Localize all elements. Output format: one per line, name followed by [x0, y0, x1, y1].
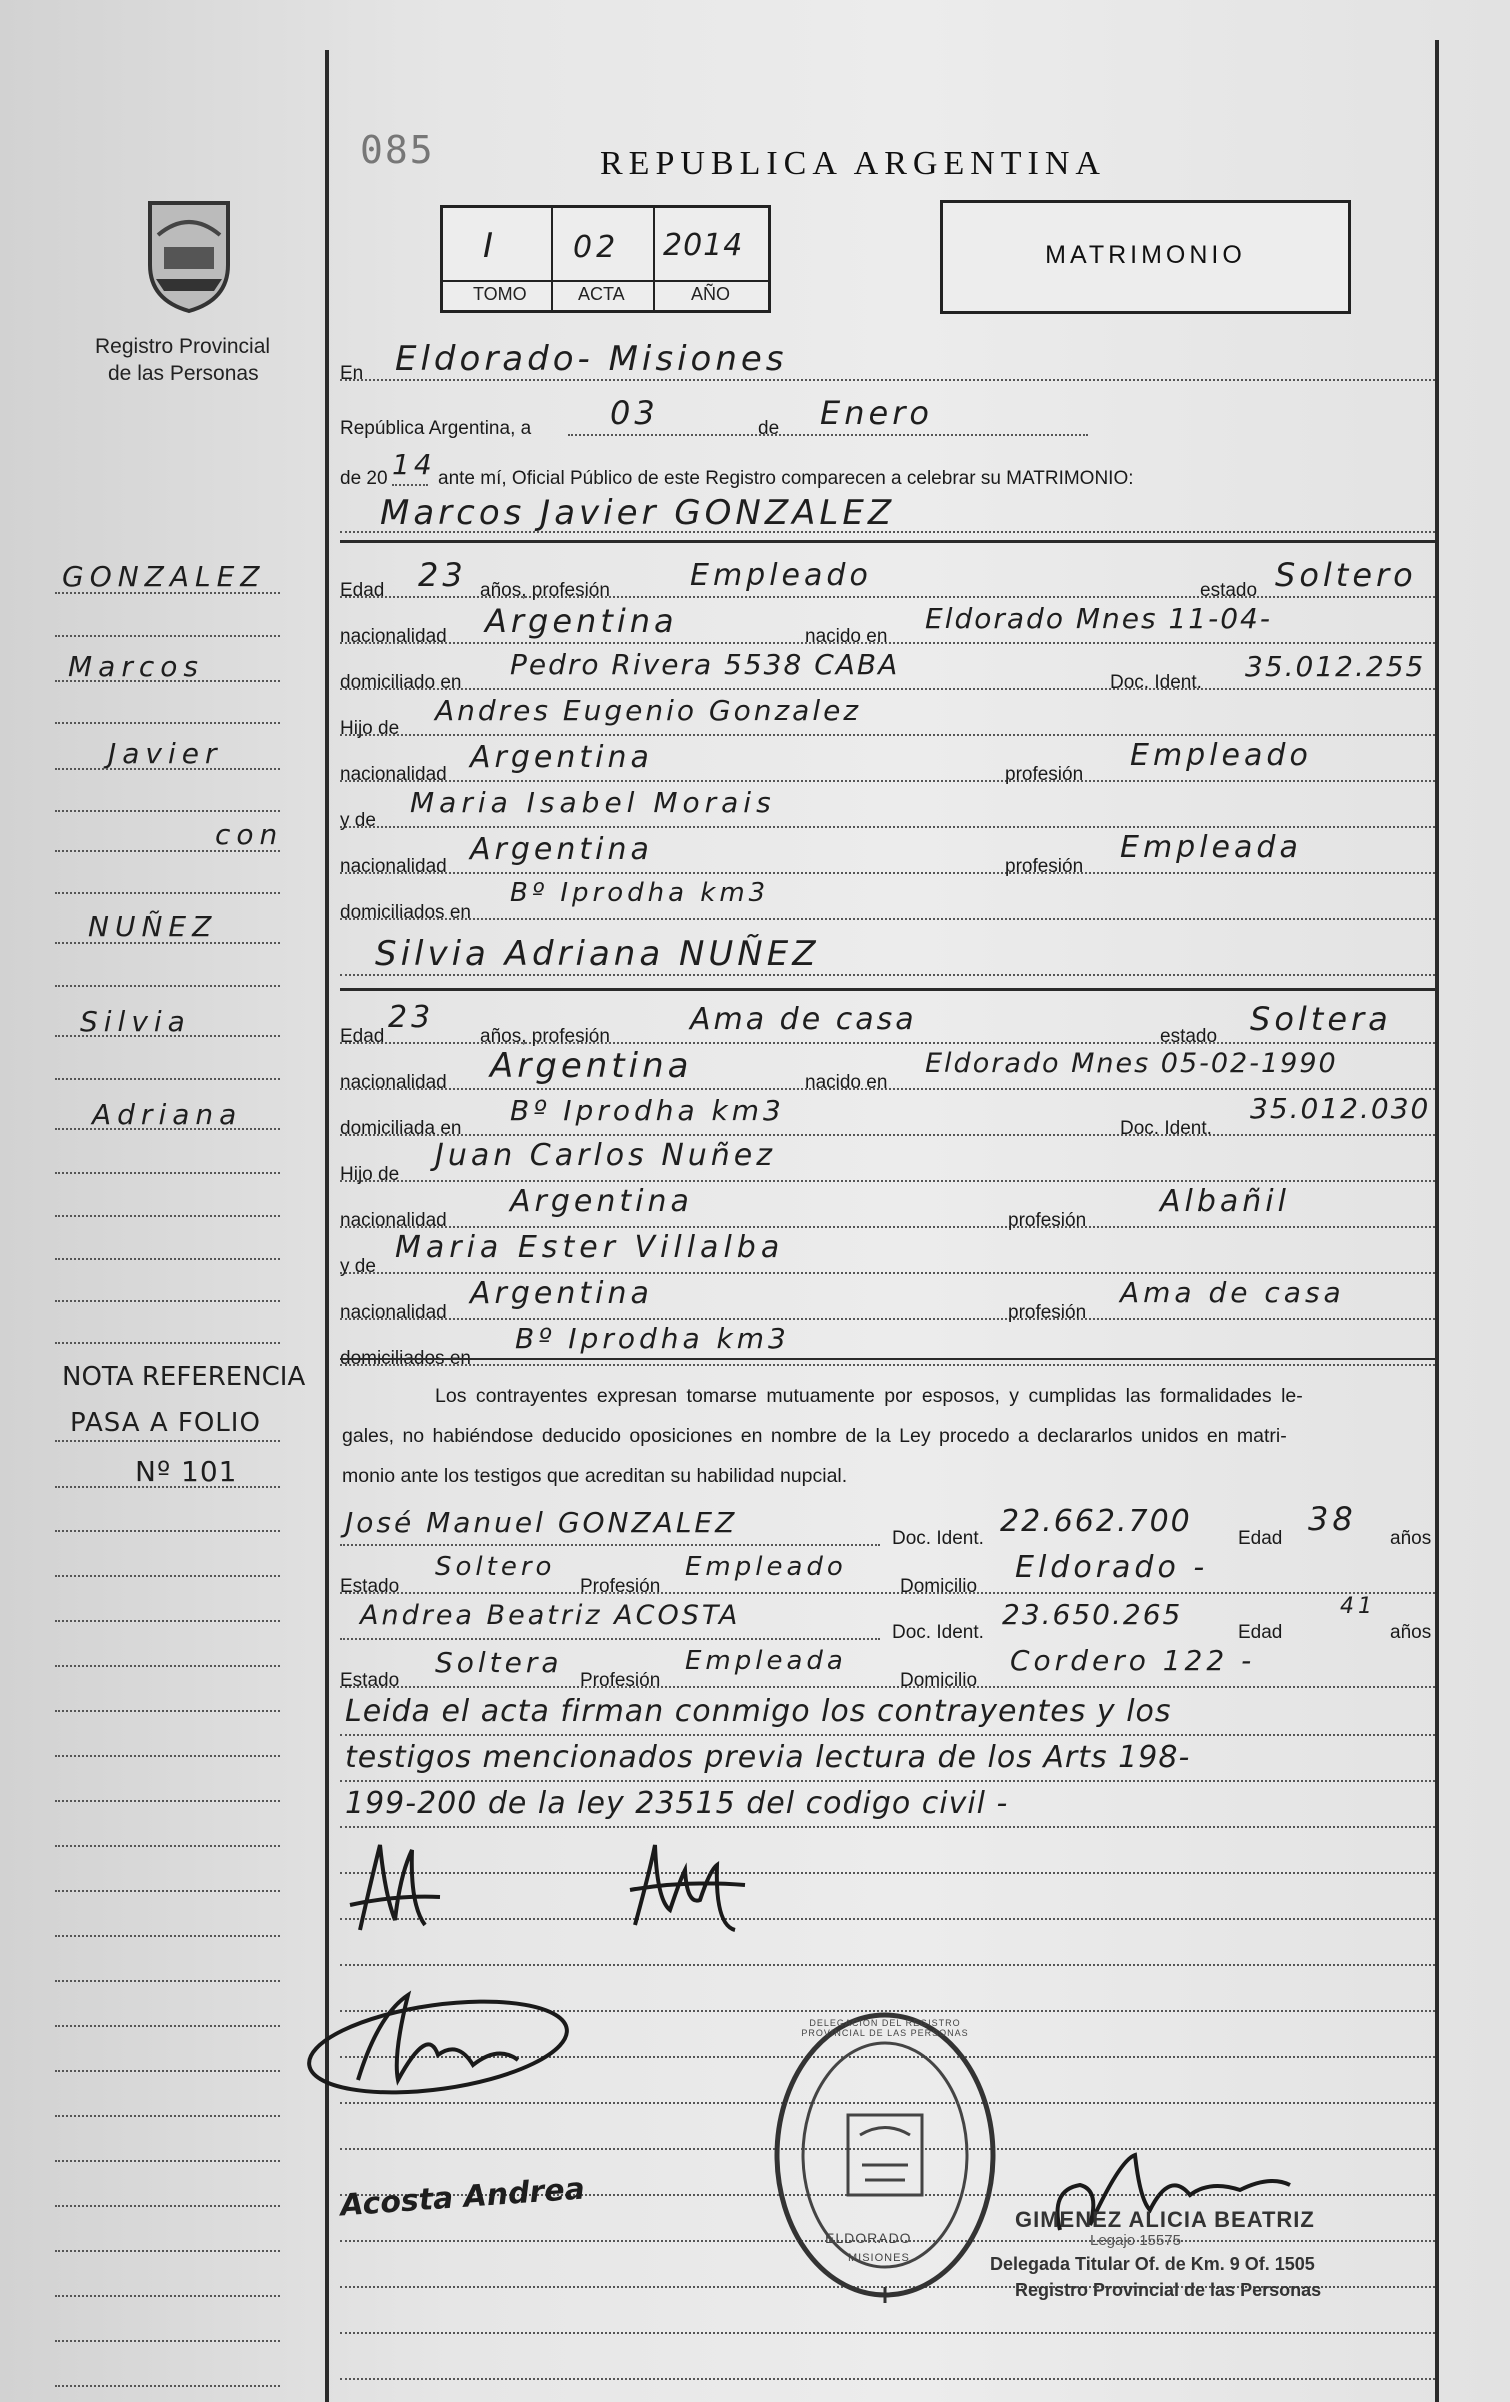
- year-row: [340, 440, 1435, 492]
- estado-label: Estado: [340, 1670, 400, 1691]
- right-margin-line: [1435, 40, 1439, 2402]
- edad-label: Edad: [340, 1026, 385, 1047]
- bride-age: 23: [388, 1000, 435, 1035]
- month-de-label: de: [758, 418, 780, 439]
- groom-mother-row: [340, 782, 1435, 834]
- margin-line: [55, 1845, 280, 1847]
- profesion-label: profesión: [1005, 764, 1084, 785]
- margin-line: [55, 1620, 280, 1622]
- groom-father-nat-row: [340, 736, 1435, 788]
- anios-profesion-label: años, profesión: [480, 1026, 610, 1047]
- margin-line: [55, 1035, 280, 1037]
- margin-line: [55, 2385, 280, 2387]
- section-separator: [340, 988, 1435, 991]
- margin-first-name-groom: Marcos: [68, 650, 204, 683]
- margin-line: [55, 1530, 280, 1532]
- bride-name-row: [340, 930, 1435, 982]
- stamp-city: ELDORADO: [825, 2230, 912, 2246]
- place-row: [340, 335, 1435, 387]
- anios-label: años: [1390, 1622, 1432, 1643]
- intro-sentence: ante mí, Oficial Público de este Registro comparecen a celebrar su MATRIMONIO:: [438, 468, 1134, 489]
- bride-status: Soltera: [1250, 1000, 1392, 1038]
- declaration-line2: gales, no habiéndose deducido oposiciones en nombre de la Ley procedo a declararlos unidos en matri-: [342, 1425, 1287, 1447]
- nacionalidad-label: nacionalidad: [340, 626, 447, 647]
- estado-label: estado: [1200, 580, 1258, 601]
- margin-line: [55, 1575, 280, 1577]
- margin-line: [55, 1215, 280, 1217]
- margin-line: [55, 1890, 280, 1892]
- groom-address-row: [340, 644, 1435, 696]
- hijo-de-label: Hijo de: [340, 718, 400, 739]
- year-prefix: de 20: [340, 468, 388, 489]
- date-row: [340, 390, 1435, 442]
- margin-line: [55, 985, 280, 987]
- doc-ident-label: Doc. Ident.: [1120, 1118, 1212, 1139]
- bride-address: Bº Iprodha km3: [510, 1094, 785, 1127]
- bride-mother-profession: Ama de casa: [1120, 1276, 1345, 1309]
- acta-value: 02: [573, 230, 620, 265]
- witness1-name: José Manuel GONZALEZ: [345, 1506, 738, 1539]
- y-de-label: y de: [340, 810, 376, 831]
- folio-number: 085: [360, 128, 435, 172]
- groom-profession: Empleado: [690, 558, 872, 593]
- groom-nat-row: [340, 598, 1435, 650]
- margin-second-name-groom: Javier: [108, 737, 223, 770]
- witness1-signature: [298, 1985, 588, 2105]
- witness2-status: Soltera: [435, 1646, 563, 1679]
- profesion-label: profesión: [1008, 1302, 1087, 1323]
- nacido-en-label: nacido en: [805, 1072, 888, 1093]
- groom-age-row: [340, 552, 1435, 604]
- bride-father-nat-row: [340, 1182, 1435, 1234]
- witness1-status: Soltero: [435, 1552, 556, 1582]
- margin-second-name-bride: Adriana: [92, 1098, 243, 1131]
- groom-status: Soltero: [1275, 556, 1417, 594]
- margin-line: [55, 1128, 280, 1130]
- margin-line: [55, 1078, 280, 1080]
- margin-line: [55, 1486, 280, 1488]
- groom-signature: [340, 1825, 450, 1945]
- declaration-line3: monio ante los testigos que acreditan su habilidad nupcial.: [342, 1465, 848, 1487]
- closing-line2: testigos mencionados previa lectura de los Arts 198-: [345, 1740, 1191, 1775]
- groom-mother-profession: Empleada: [1120, 830, 1302, 865]
- domicilio-label: Domicilio: [900, 1670, 978, 1691]
- edad-label: Edad: [340, 580, 385, 601]
- witness2-name: Andrea Beatriz ACOSTA: [360, 1600, 741, 1631]
- margin-note-line3: Nº 101: [135, 1455, 238, 1488]
- bride-mother-nat-row: [340, 1274, 1435, 1326]
- declaration-line1: Los contrayentes expresan tomarse mutuamente por esposos, y cumplidas las formalidades le-: [435, 1385, 1303, 1407]
- margin-line: [55, 592, 280, 594]
- domiciliados-en-label: domiciliados en: [340, 1348, 471, 1369]
- closing-row2: [340, 1736, 1435, 1788]
- bride-parents-address: Bº Iprodha km3: [515, 1322, 790, 1355]
- margin-line: [55, 2340, 280, 2342]
- closing-line3: 199-200 de la ley 23515 del codigo civil -: [345, 1786, 1009, 1821]
- record-box-col2: [653, 208, 655, 310]
- margin-line: [55, 2115, 280, 2117]
- closing-row1: [340, 1690, 1435, 1742]
- profesion-label: Profesión: [580, 1576, 661, 1597]
- nacionalidad-label: nacionalidad: [340, 856, 447, 877]
- province-emblem-icon: [140, 195, 238, 315]
- bride-father-nationality: Argentina: [510, 1184, 693, 1219]
- margin-line: [55, 810, 280, 812]
- margin-line: [55, 1800, 280, 1802]
- margin-line: [55, 1980, 280, 1982]
- groom-mother-nat-row: [340, 828, 1435, 880]
- bride-address-row: [340, 1090, 1435, 1142]
- margin-note-line2: PASA A FOLIO: [70, 1408, 261, 1438]
- witness1-doc: 22.662.700: [1000, 1504, 1192, 1539]
- edad-label: Edad: [1238, 1528, 1283, 1549]
- official-role: Delegada Titular Of. de Km. 9 Of. 1505: [990, 2254, 1315, 2274]
- margin-line: [55, 2205, 280, 2207]
- margin-line: [55, 942, 280, 944]
- bride-mother: Maria Ester Villalba: [395, 1230, 785, 1265]
- domiciliados-en-label: domiciliados en: [340, 902, 471, 923]
- ruled-line: [340, 1920, 1435, 1972]
- anios-label: años: [1390, 1528, 1432, 1549]
- nacionalidad-label: nacionalidad: [340, 1210, 447, 1231]
- margin-line: [55, 768, 280, 770]
- doc-ident-label: Doc. Ident.: [892, 1622, 984, 1643]
- domiciliada-en-label: domiciliada en: [340, 1118, 462, 1139]
- margin-line: [55, 850, 280, 852]
- day-value: 03: [610, 394, 659, 432]
- en-label: En: [340, 363, 364, 384]
- groom-father: Andres Eugenio Gonzalez: [435, 694, 862, 727]
- bride-age-row: [340, 998, 1435, 1050]
- record-type-label: MATRIMONIO: [1045, 241, 1246, 269]
- registry-name-line1: Registro Provincial: [95, 335, 271, 358]
- margin-line: [55, 2295, 280, 2297]
- margin-surname-groom: GONZALEZ: [62, 560, 266, 593]
- place-value: Eldorado- Misiones: [395, 339, 788, 379]
- margin-line: [55, 1935, 280, 1937]
- hijo-de-label: Hijo de: [340, 1164, 400, 1185]
- bride-born: Eldorado Mnes 05-02-1990: [925, 1048, 1338, 1079]
- domicilio-label: Domicilio: [900, 1576, 978, 1597]
- ruled-line: [340, 1874, 1435, 1926]
- registry-name-line2: de las Personas: [108, 362, 259, 385]
- nacido-en-label: nacido en: [805, 626, 888, 647]
- margin-line: [55, 1172, 280, 1174]
- doc-ident-label: Doc. Ident.: [892, 1528, 984, 1549]
- bride-signature: [625, 1830, 755, 1940]
- margin-con: con: [215, 818, 284, 851]
- groom-address: Pedro Rivera 5538 CABA: [510, 648, 900, 681]
- witness1-profession: Empleado: [685, 1552, 847, 1582]
- margin-line: [55, 1258, 280, 1260]
- profesion-label: profesión: [1008, 1210, 1087, 1231]
- anio-value: 2014: [663, 228, 744, 263]
- groom-mother: Maria Isabel Morais: [410, 786, 776, 819]
- year-suffix: 14: [392, 448, 436, 481]
- bride-name: Silvia Adriana NUÑEZ: [375, 934, 820, 974]
- doc-ident-label: Doc. Ident.: [1110, 672, 1202, 693]
- witness2-age: 41: [1340, 1594, 1376, 1619]
- domiciliado-en-label: domiciliado en: [340, 672, 462, 693]
- groom-father-row: [340, 690, 1435, 742]
- country-title: REPUBLICA ARGENTINA: [600, 145, 1106, 182]
- margin-line: [55, 2025, 280, 2027]
- stamp-outer-text: DELEGACION DEL REGISTRO PROVINCIAL DE LAS PERSONAS: [801, 2018, 969, 2038]
- record-box-col1: [551, 208, 553, 310]
- bride-father-profession: Albañil: [1160, 1184, 1290, 1219]
- record-type-box: [940, 200, 1351, 314]
- bride-doc: 35.012.030: [1250, 1092, 1431, 1125]
- margin-line: [55, 1710, 280, 1712]
- ruled-line: [340, 1828, 1435, 1880]
- groom-name: Marcos Javier GONZALEZ: [380, 493, 896, 533]
- bride-father: Juan Carlos Nuñez: [435, 1138, 776, 1173]
- witness2-signature: Acosta Andrea: [339, 2171, 586, 2224]
- witness2-doc: 23.650.265: [1002, 1598, 1183, 1631]
- margin-line: [55, 2160, 280, 2162]
- closing-line1: Leida el acta firman conmigo los contrayentes y los: [345, 1694, 1172, 1729]
- witness1-details-row: [340, 1548, 1435, 1600]
- margin-line: [55, 722, 280, 724]
- groom-mother-nationality: Argentina: [470, 832, 653, 867]
- section-separator: [340, 540, 1435, 543]
- bride-nationality: Argentina: [490, 1046, 693, 1086]
- estado-label: Estado: [340, 1576, 400, 1597]
- groom-name-row: [340, 487, 1435, 539]
- section-separator: [340, 1358, 1435, 1360]
- margin-line: [55, 1300, 280, 1302]
- witness1-row: [340, 1500, 1435, 1552]
- groom-parents-address: Bº Iprodha km3: [510, 878, 770, 908]
- witness1-address: Eldorado -: [1015, 1550, 1209, 1585]
- witness2-row: [340, 1594, 1435, 1646]
- official-legajo: Legajo 15575: [1090, 2232, 1181, 2249]
- profesion-label: Profesión: [580, 1670, 661, 1691]
- margin-line: [55, 1342, 280, 1344]
- margin-line: [55, 635, 280, 637]
- margin-line: [55, 892, 280, 894]
- anio-label: AÑO: [691, 284, 731, 304]
- witness1-age: 38: [1308, 1500, 1357, 1538]
- nacionalidad-label: nacionalidad: [340, 1302, 447, 1323]
- groom-born: Eldorado Mnes 11-04-: [925, 602, 1272, 635]
- groom-parents-address-row: [340, 874, 1435, 926]
- groom-nationality: Argentina: [485, 602, 678, 640]
- nacionalidad-label: nacionalidad: [340, 1072, 447, 1093]
- margin-surname-bride: NUÑEZ: [88, 910, 218, 943]
- profesion-label: profesión: [1005, 856, 1084, 877]
- anios-profesion-label: años, profesión: [480, 580, 610, 601]
- tomo-label: TOMO: [473, 284, 527, 304]
- margin-line: [55, 2250, 280, 2252]
- witness2-address: Cordero 122 -: [1010, 1644, 1256, 1677]
- margin-first-name-bride: Silvia: [80, 1005, 191, 1038]
- tomo-value: I: [483, 226, 498, 266]
- record-number-box: [440, 205, 771, 313]
- bride-mother-nationality: Argentina: [470, 1276, 653, 1311]
- official-name: GIMENEZ ALICIA BEATRIZ: [1015, 2207, 1315, 2232]
- bride-nat-row: [340, 1044, 1435, 1096]
- margin-line: [55, 1755, 280, 1757]
- edad-label: Edad: [1238, 1622, 1283, 1643]
- ruled-line: [340, 2334, 1435, 2386]
- estado-label: estado: [1160, 1026, 1218, 1047]
- republica-label: República Argentina, a: [340, 418, 532, 439]
- official-registry: Registro Provincial de las Personas: [1015, 2280, 1322, 2300]
- stamp-province: MISIONES: [848, 2252, 910, 2264]
- margin-line: [55, 680, 280, 682]
- month-value: Enero: [820, 394, 933, 432]
- bride-profession: Ama de casa: [690, 1002, 917, 1037]
- groom-age: 23: [418, 556, 467, 594]
- y-de-label: y de: [340, 1256, 376, 1277]
- bride-father-row: [340, 1136, 1435, 1188]
- nacionalidad-label: nacionalidad: [340, 764, 447, 785]
- groom-father-profession: Empleado: [1130, 738, 1312, 773]
- witness2-profession: Empleada: [685, 1646, 847, 1676]
- margin-line: [55, 1665, 280, 1667]
- bride-parents-address-row: [340, 1320, 1435, 1372]
- record-box-divider: [443, 280, 768, 282]
- closing-row3: [340, 1782, 1435, 1834]
- groom-father-nationality: Argentina: [470, 740, 653, 775]
- margin-line: [55, 1440, 280, 1442]
- margin-note-line1: NOTA REFERENCIA: [62, 1362, 306, 1392]
- acta-label: ACTA: [578, 284, 625, 304]
- groom-doc: 35.012.255: [1245, 650, 1426, 683]
- bride-mother-row: [340, 1228, 1435, 1280]
- witness2-details-row: [340, 1642, 1435, 1694]
- margin-line: [55, 2070, 280, 2072]
